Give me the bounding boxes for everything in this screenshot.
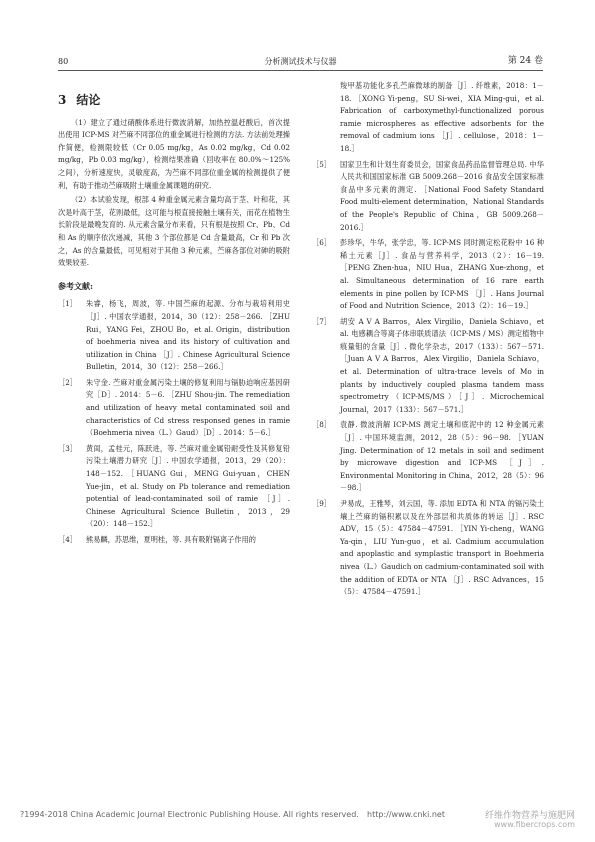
running-header xyxy=(58,56,543,71)
reference-item xyxy=(312,159,544,235)
cnki-link[interactable]: http://www.cnki.net xyxy=(367,810,445,819)
reference-text: 朱守金. 苎麻对重金属污染土壤的修复利用与镉胁迫响应基因研究［D］. 2014：5－6. ［ZHU Shou-jin. The remediation and utilization of heavy metal contaminated soil and characteristics of Cd stress responsed genes in ramie（Boehmeria nivea（L.）Gaud）［D］. 2014：5－6.］ xyxy=(86,377,290,438)
reference-number: ［8］ xyxy=(312,420,331,430)
reference-item xyxy=(312,419,544,495)
volume-label: 第 24 卷 xyxy=(507,56,543,66)
reference-item xyxy=(312,237,544,313)
section-number: 3 xyxy=(58,93,67,107)
reference-item xyxy=(58,534,290,547)
reference-item xyxy=(312,316,544,417)
references-heading: 参考文献: xyxy=(58,280,93,291)
reference-item xyxy=(58,377,290,440)
reference-text: 彭珍华，牛华，张学忠，等. ICP-MS 同时测定松花粉中 16 种稀土元素［J］. 食品与营养科学，2013（2）：16－19. ［PENG Zhen-hua，NIU Hua，ZHANG Xue-zhong，et al. Simultaneous determination of 16 rare earth elements in pine pollen by ICP-MS ［J］. Hans Journal of Food and Nutrition Science，2013（2）：16－19.］ xyxy=(340,238,544,311)
page-number: 80 xyxy=(58,57,69,66)
conclusion-paragraph-1: （1）建立了通过硝酸体系进行微波消解，加热控温赶酸后，首次提出使用 ICP-MS 对苎麻不同部位的重金属进行检测的方法. 方法前处理操作简便，检测限较低（Cr 0.05 mg/kg，As 0.02 mg/kg，Cd 0.02 mg/kg，Pb 0.03 mg/kg），检测结果准确（回收率在 80.0%～125%之间），分析速度快，灵敏度高，为苎麻不同部位重金属的检测提供了便利，有助于推动苎麻吸附土壤重金属课题的研究. xyxy=(58,117,290,190)
reference-number: ［4］ xyxy=(58,535,77,544)
section-title: 结论 xyxy=(76,93,101,107)
reference-text: 熊易麟，苏思维，夏明桂，等. 具有吸附镉离子作用的 xyxy=(86,535,256,544)
right-column xyxy=(312,80,544,782)
page-footer xyxy=(20,808,575,829)
copyright-notice: ?1994-2018 China Academic Journal Electronic Publishing House. All rights reserved. xyxy=(20,810,359,819)
reference-number: ［5］ xyxy=(312,159,331,169)
section-heading xyxy=(58,94,290,107)
reference-text: 尹易成，王雅琴，刘云国，等. 添加 EDTA 和 NTA 的镉污染土壤上苎麻的镉积累以及在外部层和共质体的转运［J］. RSC ADV，15（5）：47584－47591. ［YIN Yi-cheng，WANG Ya-qin，LIU Yun-guo，et al. Cadmium accumulation and apoplastic and symplastic transport in Boehmeria nivea（L.）Gaudich on cadmium-contaminated soil with the addition of EDTA or NTA ［J］. RSC Advances，15（5）：47584－47591.］ xyxy=(340,499,544,597)
reference-number: ［2］ xyxy=(58,377,77,387)
reference-number: ［1］ xyxy=(58,299,77,309)
reference-item xyxy=(312,498,544,599)
reference-item-continued xyxy=(312,80,544,156)
reference-text: 国家卫生和计划生育委员会，国家食品药品监督管理总局. 中华人民共和国国家标准 GB 5009.268－2016 食品安全国家标准 食品中多元素的测定. ［National Food Safety Standard Food multi-element determination，National Standards of the People's Republic of China，GB 5009.268－2016.］ xyxy=(340,159,544,232)
reference-number: ［9］ xyxy=(312,499,331,508)
reference-number: ［6］ xyxy=(312,238,331,248)
reference-number: ［7］ xyxy=(312,316,331,326)
watermark-url: www.fibercrops.com xyxy=(494,820,575,829)
reference-item xyxy=(58,443,290,531)
reference-4-continuation: 羧甲基功能化多孔苎麻微球的制备［J］. 纤维素，2018：1－18. ［XONG Yi-peng，SU Si-wei，XIA Ming-gui，et al. Fabrication of carboxymethyl-functionalized porous ramie microspheres as effective adsorbents for the removal of cadmium ions ［J］. cellulose，2018：1－18.］ xyxy=(340,81,544,153)
reference-text: 胡安 A V A Barros，Alex Virgilio，Daniela Schiavo，et al. 电感耦合等离子体串联质谱法（ICP-MS / MS）测定植物中痕量钼的含量［J］. 微化学杂志，2017（133）：567－571. ［Juan A V A Barros，Alex Virgilio，Daniela Schiavo，et al. Determination of ultra-trace levels of Mo in plants by inductively coupled plasma tandem mass spectrometry（ICP-MS/MS）［J］. Microchemical Journal，2017（133）：567－571.］ xyxy=(340,316,544,414)
reference-text: 黄闺，孟桂元，陈跃进，等. 苎麻对重金属铅耐受性及其修复铅污染土壤潜力研究［J］. 中国农学通报，2013，29（20）：148－152. ［HUANG Gui，MENG Gui-yuan，CHEN Yue-jin，et al. Study on Pb tolerance and remediation potential of lead-contaminated soil of ramie ［J］. Chinese Agricultural Science Bulletin，2013，29（20）：148－152.］ xyxy=(86,443,290,529)
reference-item xyxy=(58,298,290,374)
journal-title: 分析测试技术与仪器 xyxy=(264,57,337,66)
left-column xyxy=(58,80,290,782)
conclusion-paragraph-2: （2）本试验发现，根部 4 种重金属元素含量均高于茎、叶和花，其次是叶高于茎，花则最低，这可能与根直接接触土壤有关，而花在植物生长阶段是最晚发育的. 从元素含量分布来看，只有根是按照 Cr、Pb、Cd 和 As 的顺序依次递减，其他 3 个部位都是 Cd 含量最高，Cr 和 Pb 次之，As 的含量最低，可见相对于其他 3 种元素，苎麻各部位对砷的吸附效果较差. xyxy=(58,195,290,268)
watermark-text: 纤维作物营养与施肥网 xyxy=(484,811,575,821)
reference-number: ［3］ xyxy=(58,443,77,453)
reference-text: 朱睿，杨飞，周波，等. 中国苎麻的起源、分布与栽培利用史［J］. 中国农学通报，2014，30（12）：258－266. ［ZHU Rui，YANG Fei，ZHOU Bo，et al. Origin，distribution of boehmeria nivea and its history of cultivation and utilization in China ［J］. Chinese Agricultural Science Bulletin，2014，30（12）：258－266.］ xyxy=(86,299,290,372)
reference-text: 袁静. 微波消解 ICP-MS 测定土壤和底泥中的 12 种金属元素［J］. 中国环境监测，2012，28（5）：96－98. ［YUAN Jing. Determination of 12 metals in soil and sediment by microwave digestion and ICP-MS ［J］. Environmental Monitoring in China，2012，28（5）：96－98.］ xyxy=(340,420,544,493)
